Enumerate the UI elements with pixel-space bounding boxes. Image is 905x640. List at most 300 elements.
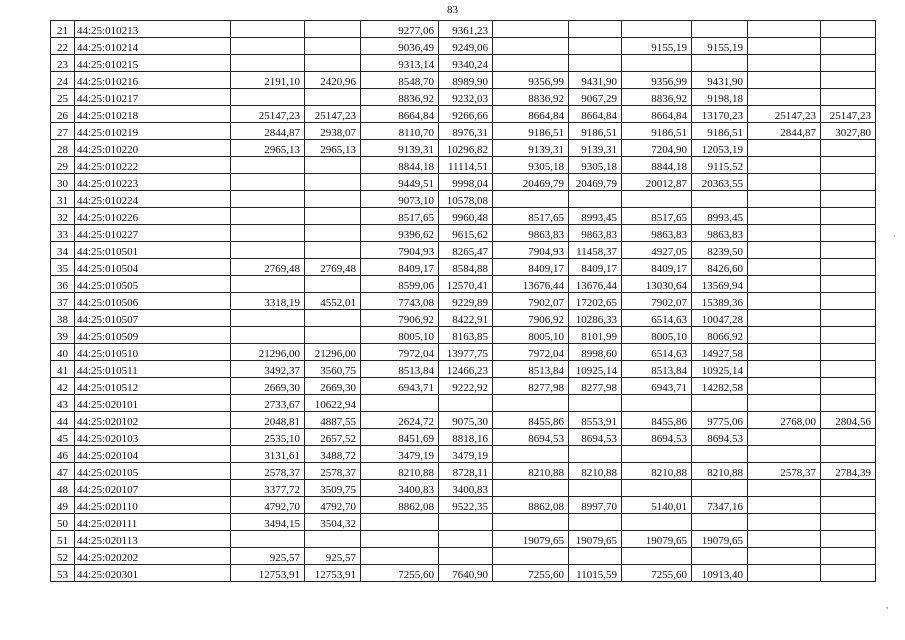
value-10-cell bbox=[821, 191, 876, 208]
row-number-cell: 23 bbox=[51, 55, 75, 72]
cadastral-code-cell: 44:25:010214 bbox=[75, 38, 231, 55]
value-3-cell: 7906,92 bbox=[361, 310, 439, 327]
value-10-cell bbox=[821, 531, 876, 548]
value-1-cell: 25147,23 bbox=[231, 106, 305, 123]
value-7-cell: 8844,18 bbox=[622, 157, 692, 174]
value-9-cell: 2768,00 bbox=[748, 412, 821, 429]
value-9-cell bbox=[748, 480, 821, 497]
value-10-cell bbox=[821, 157, 876, 174]
value-6-cell: 8694,53 bbox=[569, 429, 622, 446]
scan-speck: , bbox=[886, 600, 889, 610]
value-1-cell: 3131,61 bbox=[231, 446, 305, 463]
table-row bbox=[51, 259, 876, 276]
table-row bbox=[51, 38, 876, 55]
value-4-cell bbox=[439, 395, 493, 412]
value-6-cell: 11458,37 bbox=[569, 242, 622, 259]
value-6-cell bbox=[569, 55, 622, 72]
value-3-cell: 9139,31 bbox=[361, 140, 439, 157]
value-5-cell: 7904,93 bbox=[493, 242, 569, 259]
table-row bbox=[51, 242, 876, 259]
value-7-cell: 8210,88 bbox=[622, 463, 692, 480]
row-number-cell: 22 bbox=[51, 38, 75, 55]
value-1-cell bbox=[231, 242, 305, 259]
value-4-cell: 8265,47 bbox=[439, 242, 493, 259]
cadastral-code-cell: 44:25:010218 bbox=[75, 106, 231, 123]
value-3-cell bbox=[361, 531, 439, 548]
value-7-cell: 4927,05 bbox=[622, 242, 692, 259]
row-number-cell: 47 bbox=[51, 463, 75, 480]
value-6-cell: 8277,98 bbox=[569, 378, 622, 395]
value-2-cell: 25147,23 bbox=[305, 106, 361, 123]
cadastral-code-cell: 44:25:010510 bbox=[75, 344, 231, 361]
value-9-cell bbox=[748, 429, 821, 446]
value-10-cell bbox=[821, 395, 876, 412]
value-1-cell: 2578,37 bbox=[231, 463, 305, 480]
value-3-cell: 8210,88 bbox=[361, 463, 439, 480]
value-10-cell bbox=[821, 38, 876, 55]
value-6-cell: 19079,65 bbox=[569, 531, 622, 548]
value-5-cell: 8862,08 bbox=[493, 497, 569, 514]
value-6-cell: 20469,79 bbox=[569, 174, 622, 191]
cadastral-code-cell: 44:25:020113 bbox=[75, 531, 231, 548]
value-4-cell: 9361,23 bbox=[439, 21, 493, 38]
table-row bbox=[51, 429, 876, 446]
value-9-cell bbox=[748, 446, 821, 463]
table-row bbox=[51, 293, 876, 310]
value-8-cell: 9115,52 bbox=[692, 157, 748, 174]
value-1-cell: 12753,91 bbox=[231, 565, 305, 582]
value-3-cell: 8548,70 bbox=[361, 72, 439, 89]
value-2-cell: 4887,55 bbox=[305, 412, 361, 429]
value-3-cell: 2624,72 bbox=[361, 412, 439, 429]
value-2-cell: 4792,70 bbox=[305, 497, 361, 514]
value-6-cell: 10286,33 bbox=[569, 310, 622, 327]
value-5-cell: 9863,83 bbox=[493, 225, 569, 242]
value-8-cell: 9186,51 bbox=[692, 123, 748, 140]
value-7-cell: 8836,92 bbox=[622, 89, 692, 106]
value-3-cell: 3479,19 bbox=[361, 446, 439, 463]
value-6-cell: 10925,14 bbox=[569, 361, 622, 378]
value-9-cell bbox=[748, 191, 821, 208]
value-6-cell: 13676,44 bbox=[569, 276, 622, 293]
cadastral-code-cell: 44:25:010222 bbox=[75, 157, 231, 174]
value-8-cell: 19079,65 bbox=[692, 531, 748, 548]
value-1-cell bbox=[231, 310, 305, 327]
value-7-cell: 5140,01 bbox=[622, 497, 692, 514]
value-6-cell bbox=[569, 191, 622, 208]
table-row bbox=[51, 174, 876, 191]
value-4-cell: 9266,66 bbox=[439, 106, 493, 123]
value-10-cell bbox=[821, 497, 876, 514]
table-row bbox=[51, 55, 876, 72]
value-1-cell: 2733,67 bbox=[231, 395, 305, 412]
cadastral-code-cell: 44:25:020105 bbox=[75, 463, 231, 480]
value-1-cell: 3377,72 bbox=[231, 480, 305, 497]
cadastral-code-cell: 44:25:020107 bbox=[75, 480, 231, 497]
value-3-cell: 9449,51 bbox=[361, 174, 439, 191]
value-9-cell bbox=[748, 157, 821, 174]
value-7-cell bbox=[622, 548, 692, 565]
value-9-cell bbox=[748, 174, 821, 191]
value-4-cell bbox=[439, 548, 493, 565]
row-number-cell: 44 bbox=[51, 412, 75, 429]
value-2-cell: 3488,72 bbox=[305, 446, 361, 463]
value-2-cell: 2669,30 bbox=[305, 378, 361, 395]
value-5-cell: 8517,65 bbox=[493, 208, 569, 225]
table-row bbox=[51, 106, 876, 123]
row-number-cell: 33 bbox=[51, 225, 75, 242]
cadastral-code-cell: 44:25:020101 bbox=[75, 395, 231, 412]
value-6-cell bbox=[569, 548, 622, 565]
table-row bbox=[51, 225, 876, 242]
value-1-cell: 2844,87 bbox=[231, 123, 305, 140]
value-3-cell: 9277,06 bbox=[361, 21, 439, 38]
value-9-cell bbox=[748, 514, 821, 531]
value-9-cell bbox=[748, 140, 821, 157]
value-6-cell: 11015,59 bbox=[569, 565, 622, 582]
value-7-cell: 6514,63 bbox=[622, 344, 692, 361]
value-8-cell: 13170,23 bbox=[692, 106, 748, 123]
value-7-cell: 6943,71 bbox=[622, 378, 692, 395]
value-4-cell bbox=[439, 531, 493, 548]
value-8-cell: 10925,14 bbox=[692, 361, 748, 378]
cadastral-code-cell: 44:25:010227 bbox=[75, 225, 231, 242]
row-number-cell: 42 bbox=[51, 378, 75, 395]
row-number-cell: 29 bbox=[51, 157, 75, 174]
value-7-cell: 8005,10 bbox=[622, 327, 692, 344]
value-6-cell bbox=[569, 480, 622, 497]
value-3-cell: 8451,69 bbox=[361, 429, 439, 446]
row-number-cell: 50 bbox=[51, 514, 75, 531]
value-1-cell bbox=[231, 276, 305, 293]
value-9-cell bbox=[748, 55, 821, 72]
value-9-cell bbox=[748, 293, 821, 310]
value-8-cell: 13569,94 bbox=[692, 276, 748, 293]
value-3-cell bbox=[361, 548, 439, 565]
value-5-cell: 7255,60 bbox=[493, 565, 569, 582]
cadastral-code-cell: 44:25:010219 bbox=[75, 123, 231, 140]
value-7-cell: 20012,87 bbox=[622, 174, 692, 191]
value-1-cell bbox=[231, 21, 305, 38]
value-3-cell: 3400,83 bbox=[361, 480, 439, 497]
value-7-cell: 9863,83 bbox=[622, 225, 692, 242]
value-9-cell bbox=[748, 208, 821, 225]
value-3-cell bbox=[361, 514, 439, 531]
row-number-cell: 36 bbox=[51, 276, 75, 293]
value-1-cell: 3492,37 bbox=[231, 361, 305, 378]
value-2-cell bbox=[305, 157, 361, 174]
table-row bbox=[51, 565, 876, 582]
cadastral-code-cell: 44:25:010506 bbox=[75, 293, 231, 310]
value-1-cell: 2191,10 bbox=[231, 72, 305, 89]
value-10-cell: 2784,39 bbox=[821, 463, 876, 480]
cadastral-code-cell: 44:25:020104 bbox=[75, 446, 231, 463]
value-6-cell: 8409,17 bbox=[569, 259, 622, 276]
value-10-cell bbox=[821, 344, 876, 361]
value-6-cell: 8993,45 bbox=[569, 208, 622, 225]
value-2-cell: 3509,75 bbox=[305, 480, 361, 497]
table-row bbox=[51, 157, 876, 174]
value-2-cell bbox=[305, 21, 361, 38]
value-4-cell: 9222,92 bbox=[439, 378, 493, 395]
value-4-cell: 9340,24 bbox=[439, 55, 493, 72]
value-8-cell: 14282,58 bbox=[692, 378, 748, 395]
table-row bbox=[51, 310, 876, 327]
value-3-cell: 8599,06 bbox=[361, 276, 439, 293]
value-3-cell: 8862,08 bbox=[361, 497, 439, 514]
row-number-cell: 30 bbox=[51, 174, 75, 191]
value-6-cell: 9139,31 bbox=[569, 140, 622, 157]
value-8-cell bbox=[692, 395, 748, 412]
value-6-cell: 8101,99 bbox=[569, 327, 622, 344]
value-5-cell: 8664,84 bbox=[493, 106, 569, 123]
value-1-cell: 3494,15 bbox=[231, 514, 305, 531]
value-4-cell: 8163,85 bbox=[439, 327, 493, 344]
value-10-cell: 2804,56 bbox=[821, 412, 876, 429]
row-number-cell: 49 bbox=[51, 497, 75, 514]
value-9-cell bbox=[748, 89, 821, 106]
value-2-cell bbox=[305, 276, 361, 293]
row-number-cell: 43 bbox=[51, 395, 75, 412]
value-3-cell: 7972,04 bbox=[361, 344, 439, 361]
value-3-cell: 8110,70 bbox=[361, 123, 439, 140]
value-6-cell: 8664,84 bbox=[569, 106, 622, 123]
row-number-cell: 34 bbox=[51, 242, 75, 259]
value-8-cell: 9775,06 bbox=[692, 412, 748, 429]
row-number-cell: 21 bbox=[51, 21, 75, 38]
value-8-cell: 9198,18 bbox=[692, 89, 748, 106]
value-5-cell: 7972,04 bbox=[493, 344, 569, 361]
value-7-cell bbox=[622, 21, 692, 38]
value-8-cell: 20363,55 bbox=[692, 174, 748, 191]
cadastral-code-cell: 44:25:010216 bbox=[75, 72, 231, 89]
value-5-cell: 8005,10 bbox=[493, 327, 569, 344]
value-7-cell bbox=[622, 446, 692, 463]
value-2-cell bbox=[305, 242, 361, 259]
value-2-cell bbox=[305, 225, 361, 242]
cadastral-code-cell: 44:25:010509 bbox=[75, 327, 231, 344]
row-number-cell: 38 bbox=[51, 310, 75, 327]
value-5-cell: 13676,44 bbox=[493, 276, 569, 293]
table-row bbox=[51, 412, 876, 429]
value-2-cell: 2420,96 bbox=[305, 72, 361, 89]
cadastral-value-table bbox=[50, 20, 876, 582]
value-2-cell: 4552,01 bbox=[305, 293, 361, 310]
value-4-cell: 10296,82 bbox=[439, 140, 493, 157]
page-number: 83 bbox=[447, 4, 458, 16]
value-8-cell: 8993,45 bbox=[692, 208, 748, 225]
value-3-cell: 9036,49 bbox=[361, 38, 439, 55]
value-8-cell: 12053,19 bbox=[692, 140, 748, 157]
value-6-cell bbox=[569, 446, 622, 463]
row-number-cell: 25 bbox=[51, 89, 75, 106]
value-10-cell bbox=[821, 140, 876, 157]
value-2-cell: 2578,37 bbox=[305, 463, 361, 480]
value-10-cell bbox=[821, 514, 876, 531]
cadastral-code-cell: 44:25:010507 bbox=[75, 310, 231, 327]
value-6-cell: 9305,18 bbox=[569, 157, 622, 174]
value-7-cell bbox=[622, 514, 692, 531]
value-5-cell bbox=[493, 21, 569, 38]
value-8-cell: 9431,90 bbox=[692, 72, 748, 89]
value-7-cell bbox=[622, 55, 692, 72]
value-6-cell: 9067,29 bbox=[569, 89, 622, 106]
value-10-cell: 3027,80 bbox=[821, 123, 876, 140]
value-8-cell: 8210,88 bbox=[692, 463, 748, 480]
value-3-cell: 8517,65 bbox=[361, 208, 439, 225]
value-10-cell bbox=[821, 21, 876, 38]
value-4-cell: 8584,88 bbox=[439, 259, 493, 276]
value-7-cell: 9155,19 bbox=[622, 38, 692, 55]
value-8-cell: 10913,40 bbox=[692, 565, 748, 582]
table-body bbox=[51, 21, 876, 582]
value-9-cell: 2578,37 bbox=[748, 463, 821, 480]
value-1-cell bbox=[231, 191, 305, 208]
table-row bbox=[51, 21, 876, 38]
value-6-cell bbox=[569, 38, 622, 55]
value-1-cell bbox=[231, 89, 305, 106]
cadastral-code-cell: 44:25:020103 bbox=[75, 429, 231, 446]
value-4-cell: 8976,31 bbox=[439, 123, 493, 140]
value-3-cell: 7904,93 bbox=[361, 242, 439, 259]
value-1-cell bbox=[231, 208, 305, 225]
value-10-cell bbox=[821, 208, 876, 225]
row-number-cell: 48 bbox=[51, 480, 75, 497]
value-7-cell: 8664,84 bbox=[622, 106, 692, 123]
value-1-cell bbox=[231, 38, 305, 55]
row-number-cell: 45 bbox=[51, 429, 75, 446]
value-6-cell: 8997,70 bbox=[569, 497, 622, 514]
row-number-cell: 26 bbox=[51, 106, 75, 123]
value-1-cell bbox=[231, 225, 305, 242]
value-2-cell bbox=[305, 191, 361, 208]
value-7-cell: 8513,84 bbox=[622, 361, 692, 378]
cadastral-code-cell: 44:25:020301 bbox=[75, 565, 231, 582]
table-row bbox=[51, 140, 876, 157]
value-4-cell: 13977,75 bbox=[439, 344, 493, 361]
value-9-cell bbox=[748, 395, 821, 412]
value-9-cell bbox=[748, 497, 821, 514]
value-1-cell: 2965,13 bbox=[231, 140, 305, 157]
value-4-cell: 10578,08 bbox=[439, 191, 493, 208]
value-4-cell: 12570,41 bbox=[439, 276, 493, 293]
value-4-cell: 9249,06 bbox=[439, 38, 493, 55]
value-1-cell: 925,57 bbox=[231, 548, 305, 565]
table-row bbox=[51, 123, 876, 140]
cadastral-code-cell: 44:25:010501 bbox=[75, 242, 231, 259]
value-3-cell: 7743,08 bbox=[361, 293, 439, 310]
row-number-cell: 51 bbox=[51, 531, 75, 548]
cadastral-code-cell: 44:25:010220 bbox=[75, 140, 231, 157]
value-1-cell bbox=[231, 174, 305, 191]
value-10-cell bbox=[821, 361, 876, 378]
value-10-cell bbox=[821, 310, 876, 327]
value-2-cell bbox=[305, 55, 361, 72]
value-2-cell: 3504,32 bbox=[305, 514, 361, 531]
cadastral-code-cell: 44:25:010213 bbox=[75, 21, 231, 38]
value-7-cell: 8409,17 bbox=[622, 259, 692, 276]
cadastral-code-cell: 44:25:010215 bbox=[75, 55, 231, 72]
value-2-cell: 21296,00 bbox=[305, 344, 361, 361]
value-7-cell: 7204,90 bbox=[622, 140, 692, 157]
value-2-cell bbox=[305, 38, 361, 55]
value-5-cell: 9356,99 bbox=[493, 72, 569, 89]
value-4-cell: 9522,35 bbox=[439, 497, 493, 514]
value-3-cell bbox=[361, 395, 439, 412]
row-number-cell: 27 bbox=[51, 123, 75, 140]
value-6-cell bbox=[569, 514, 622, 531]
value-6-cell: 9186,51 bbox=[569, 123, 622, 140]
value-8-cell: 9863,83 bbox=[692, 225, 748, 242]
value-9-cell bbox=[748, 276, 821, 293]
cadastral-code-cell: 44:25:010512 bbox=[75, 378, 231, 395]
value-5-cell: 8210,88 bbox=[493, 463, 569, 480]
value-8-cell: 8066,92 bbox=[692, 327, 748, 344]
value-8-cell bbox=[692, 446, 748, 463]
value-7-cell: 13030,64 bbox=[622, 276, 692, 293]
value-1-cell: 21296,00 bbox=[231, 344, 305, 361]
value-9-cell bbox=[748, 310, 821, 327]
value-10-cell bbox=[821, 446, 876, 463]
table-row bbox=[51, 72, 876, 89]
value-10-cell bbox=[821, 293, 876, 310]
value-10-cell bbox=[821, 429, 876, 446]
value-9-cell bbox=[748, 531, 821, 548]
value-8-cell bbox=[692, 480, 748, 497]
row-number-cell: 24 bbox=[51, 72, 75, 89]
value-5-cell: 19079,65 bbox=[493, 531, 569, 548]
value-5-cell bbox=[493, 191, 569, 208]
value-4-cell: 11114,51 bbox=[439, 157, 493, 174]
value-2-cell bbox=[305, 327, 361, 344]
value-8-cell: 10047,28 bbox=[692, 310, 748, 327]
row-number-cell: 41 bbox=[51, 361, 75, 378]
value-5-cell bbox=[493, 38, 569, 55]
table-row bbox=[51, 514, 876, 531]
value-6-cell: 8553,91 bbox=[569, 412, 622, 429]
value-2-cell bbox=[305, 174, 361, 191]
value-9-cell bbox=[748, 565, 821, 582]
value-1-cell bbox=[231, 55, 305, 72]
value-10-cell bbox=[821, 378, 876, 395]
table-row bbox=[51, 327, 876, 344]
row-number-cell: 46 bbox=[51, 446, 75, 463]
value-5-cell: 7906,92 bbox=[493, 310, 569, 327]
value-9-cell bbox=[748, 38, 821, 55]
value-5-cell: 9139,31 bbox=[493, 140, 569, 157]
value-5-cell: 8277,98 bbox=[493, 378, 569, 395]
value-5-cell bbox=[493, 55, 569, 72]
value-3-cell: 7255,60 bbox=[361, 565, 439, 582]
value-5-cell bbox=[493, 395, 569, 412]
value-5-cell bbox=[493, 480, 569, 497]
table-row bbox=[51, 276, 876, 293]
value-9-cell bbox=[748, 327, 821, 344]
value-9-cell bbox=[748, 548, 821, 565]
value-8-cell bbox=[692, 514, 748, 531]
table-row bbox=[51, 548, 876, 565]
scan-speck: · bbox=[893, 231, 896, 241]
value-2-cell bbox=[305, 89, 361, 106]
value-5-cell: 8836,92 bbox=[493, 89, 569, 106]
row-number-cell: 28 bbox=[51, 140, 75, 157]
value-1-cell bbox=[231, 327, 305, 344]
value-9-cell: 2844,87 bbox=[748, 123, 821, 140]
value-2-cell: 2769,48 bbox=[305, 259, 361, 276]
value-6-cell: 9431,90 bbox=[569, 72, 622, 89]
value-7-cell bbox=[622, 480, 692, 497]
value-7-cell: 7902,07 bbox=[622, 293, 692, 310]
